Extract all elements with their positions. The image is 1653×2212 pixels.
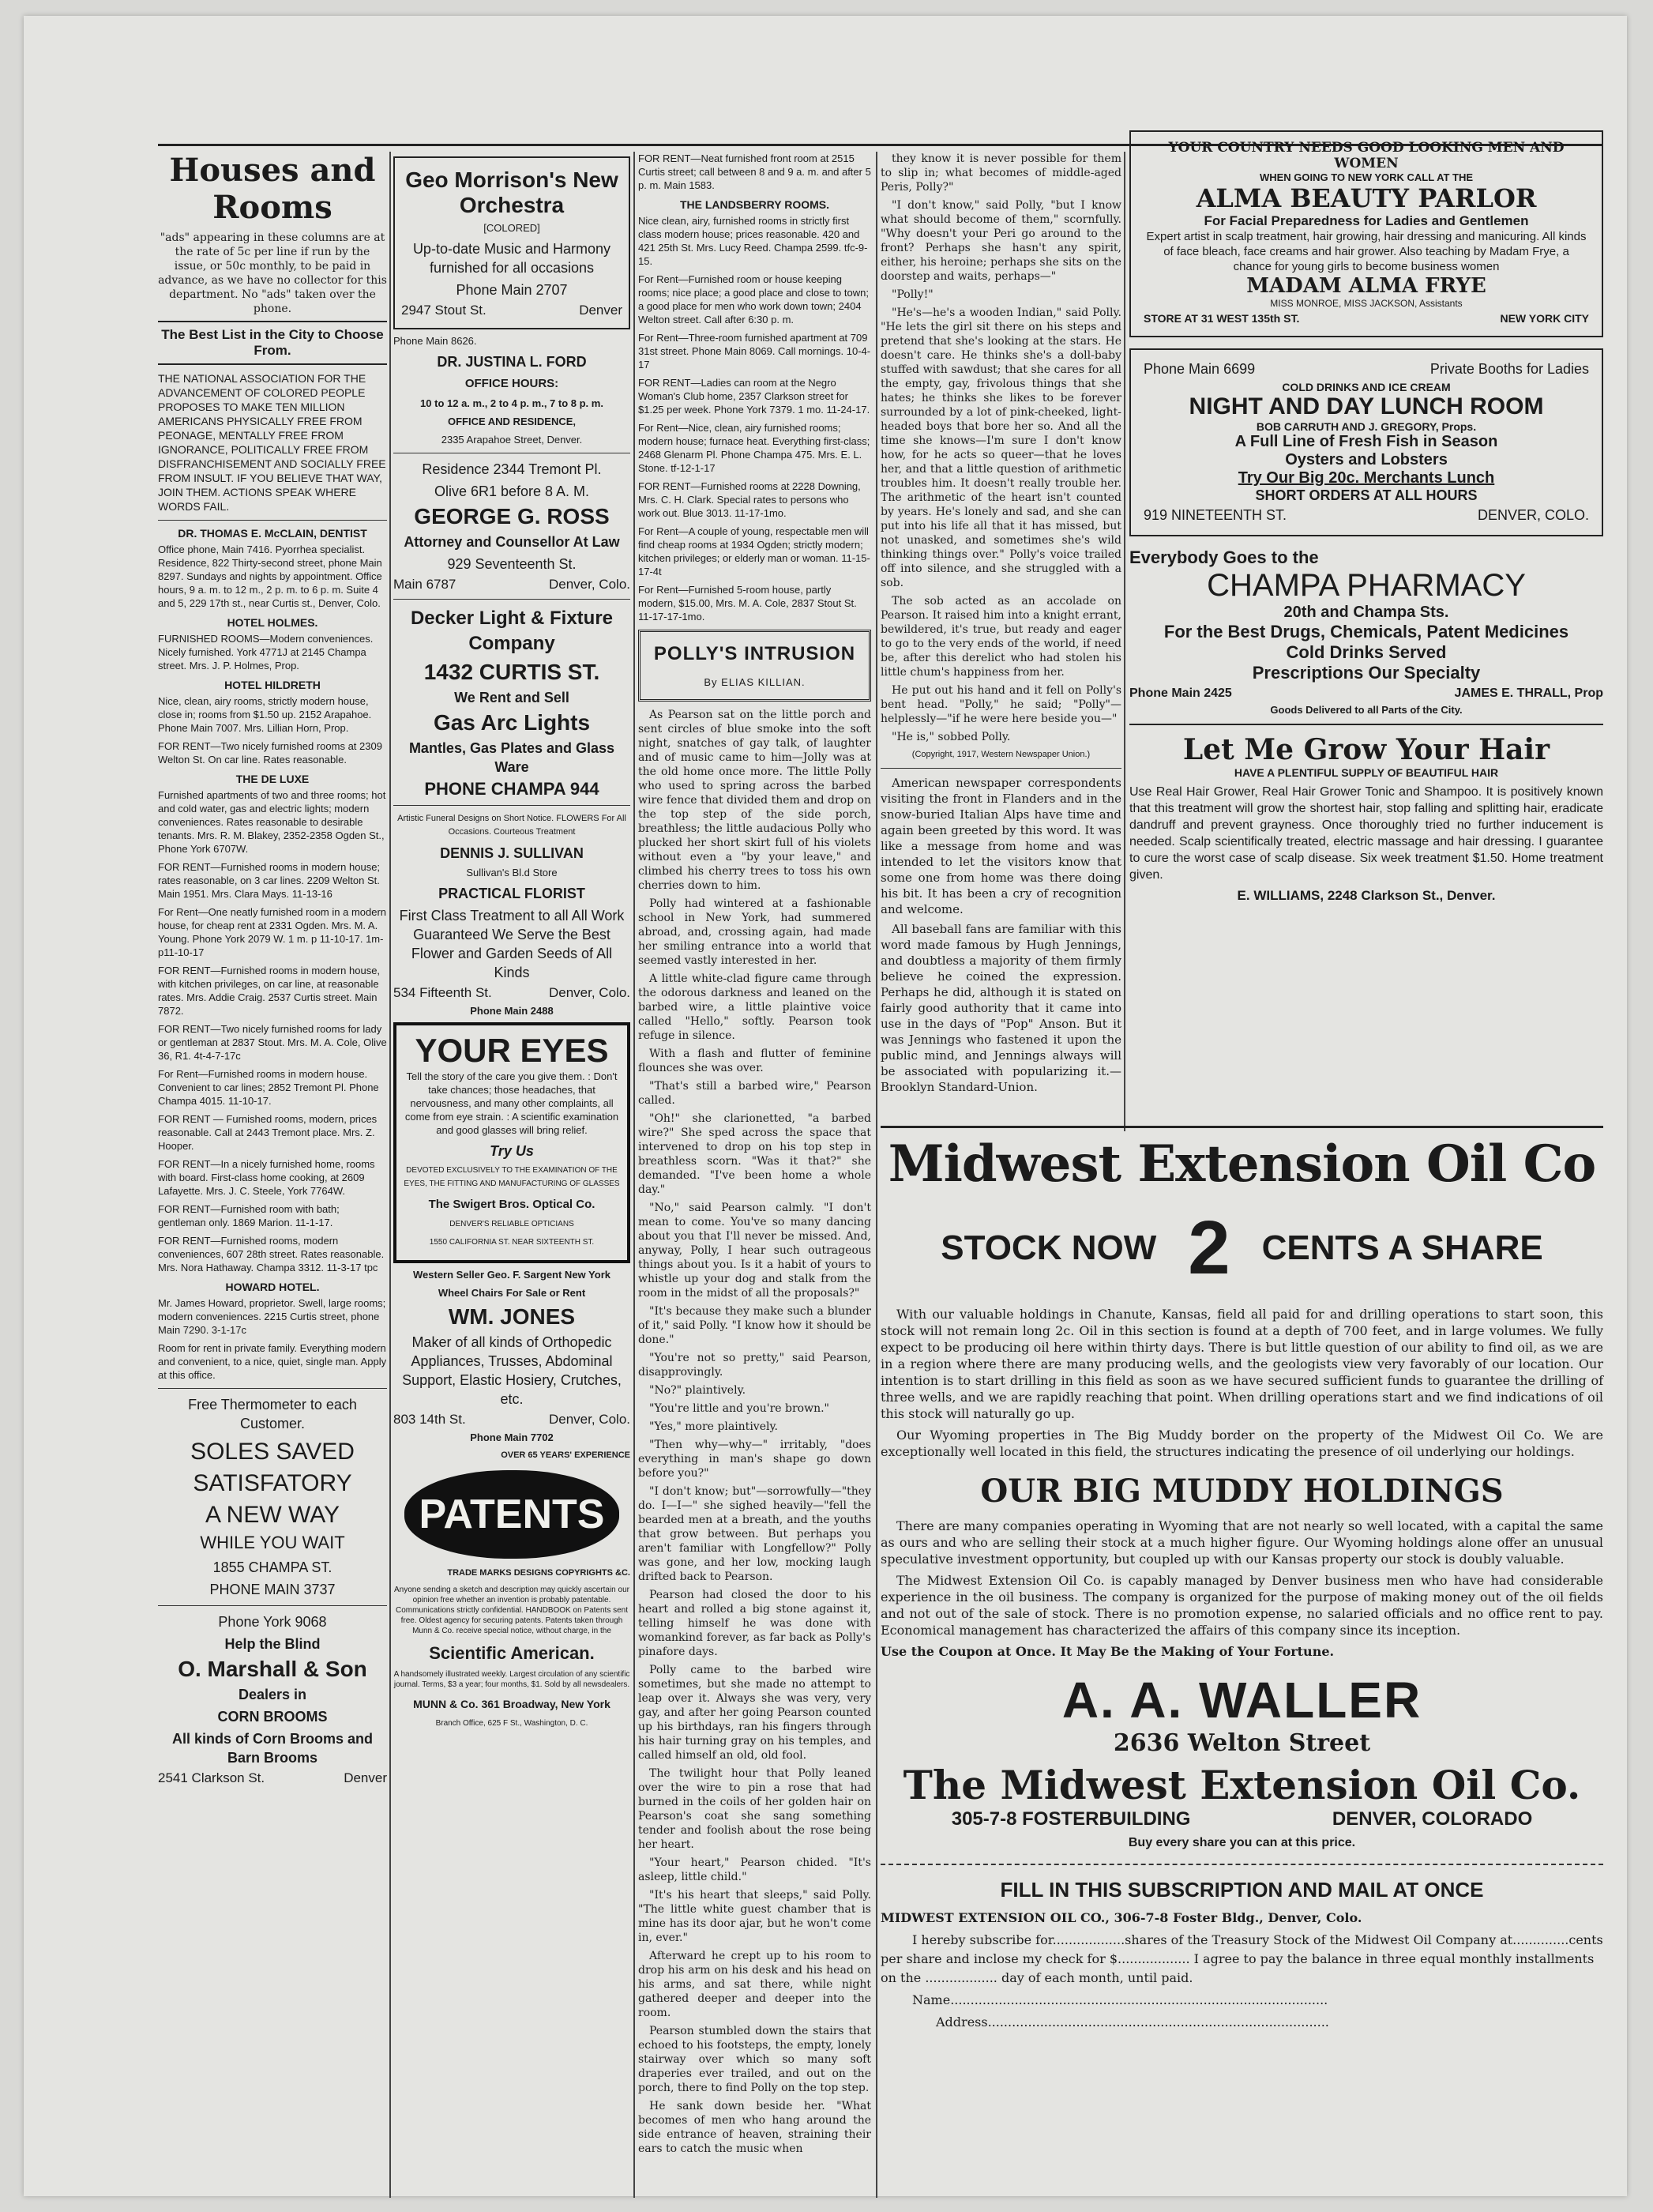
rent-welton: FOR RENT—Two nicely furnished rooms at 2309 Welton St. On car line. Rates reasonable. xyxy=(158,740,382,766)
patents-tail: A handsomely illustrated weekly. Largest circulation of any scientific journal. Terms, $3 a year; four months, $1. Sold by all newsdealers. xyxy=(393,1670,630,1689)
ford-address: 2335 Arapahoe Street, Denver. xyxy=(441,434,583,446)
story-paragraph: "Your heart," Pearson chided. "It's asleep, little child." xyxy=(638,1856,871,1883)
champa-best: For the Best Drugs, Chemicals, Patent Medicines xyxy=(1163,622,1569,641)
eyes-headline: YOUR EYES xyxy=(415,1032,609,1069)
morrison-phone: Phone Main 2707 xyxy=(456,282,568,298)
story-paragraph: A little white-clad figure came through the odorous darkness and leaned on the barbed wire, a little plaintive voice called "Hello," softly. Pearson took refuge in silence. xyxy=(638,972,871,1042)
alma-top: YOUR COUNTRY NEEDS GOOD LOOKING MEN AND WOMEN xyxy=(1168,140,1565,171)
story-paragraph: they know it is never possible for them to slip in; what becomes of middle-aged Peris, Polly?" xyxy=(881,152,1121,194)
jones-chairs: Wheel Chairs For Sale or Rent xyxy=(438,1287,586,1299)
story-title-box xyxy=(638,630,871,702)
eyes-ad xyxy=(393,1022,630,1263)
story-paragraph: Polly had wintered at a fashionable school in New York, had summered abroad, and, crossing again, had made her smiling entrance into a world that seemed vastly interested in her. xyxy=(638,897,871,967)
story-paragraph: "No?" plaintively. xyxy=(649,1384,746,1397)
decker-address: 1432 CURTIS ST. xyxy=(423,660,600,684)
landsberry-body: Nice clean, airy, furnished rooms in strictly first class modern house; prices reasonable. 420 and 421 25th St. Mrs. Lucy Reed. Champa 2599. tfc-9-15. xyxy=(638,215,868,267)
brooms-sub: All kinds of Corn Brooms and Barn Brooms xyxy=(171,1731,373,1766)
champa-location: 20th and Champa Sts. xyxy=(1283,604,1449,621)
story-paragraph: "I don't know," said Polly, "but I know what should become of them," scornfully. "Why doesn't your Peri go around to the front? Perhaps she hasn't any spirit, either, his heroine; perhaps she sits on the doorstep and waits, perhaps—" xyxy=(881,199,1121,283)
patents-marks: TRADE MARKS DESIGNS COPYRIGHTS &C. xyxy=(447,1568,630,1578)
marshall-city: Denver xyxy=(344,1770,387,1785)
morrison-address-row xyxy=(401,303,622,318)
ross-olive: Olive 6R1 before 8 A. M. xyxy=(434,483,590,499)
story-paragraph: "You're little and you're brown." xyxy=(649,1402,829,1415)
morrison-name: Geo Morrison's New Orchestra xyxy=(405,167,618,217)
houses-headline: Houses and Rooms xyxy=(169,152,376,226)
jones-phone: Phone Main 7702 xyxy=(470,1431,554,1443)
morrison-address: 2947 Stout St. xyxy=(401,303,487,318)
soles-line: A NEW WAY xyxy=(205,1502,340,1528)
rent-listing: FOR RENT—Two nicely furnished rooms for lady or gentleman at 2837 Stout. Mrs. M. A. Cole, Olive 36, R1. 4t-4-7-17c xyxy=(158,1023,387,1062)
ads-column-2 xyxy=(393,152,630,2198)
divider xyxy=(158,520,387,521)
ross-residence: Residence 2344 Tremont Pl. xyxy=(422,461,602,477)
story-paragraph: The sob acted as an accolade on Pearson. It raised him into a knight errant, bewildered, it's true, but ready and eager to go to the very ends of the world, if need be, after this derelict who had stolen his little chum's happiness from her. xyxy=(881,595,1121,679)
soles-address: 1855 CHAMPA ST. xyxy=(212,1559,332,1575)
deluxe-heading: THE DE LUXE xyxy=(235,773,310,785)
midwest-oil-ad xyxy=(881,1126,1603,2035)
story-paragraph: As Pearson sat on the little porch and sent circles of blue smoke into the soft night, snatches of gay talk, of laughter and of music came to him—Jolly was at the old home once more. The little Polly who used to spring across the barbed wire fence that divided them and drop on the top step of the side porch, breathless; the little audacious Polly who plucked her short skirt full of his violets without even a "by your leave," and climbed his cherry trees to toss his own cherries down to him. xyxy=(638,709,871,892)
jones-address-row xyxy=(393,1412,630,1428)
jones-seller: Western Seller Geo. F. Sargent New York xyxy=(413,1269,610,1281)
hotel-hildreth-heading: HOTEL HILDRETH xyxy=(224,679,321,691)
midwest-title: Midwest Extension Oil Co xyxy=(888,1134,1596,1194)
morrison-body: Up-to-date Music and Harmony furnished for all occasions xyxy=(412,241,611,276)
big-muddy-heading: OUR BIG MUDDY HOLDINGS xyxy=(980,1473,1504,1510)
rent-listing: FOR RENT—In a nicely furnished home, rooms with board. First-class home cooking, at 2609 Lafayette. Mrs. J. C. Steele, York 7764W. xyxy=(158,1158,375,1197)
rent-listing: FOR RENT—Furnished rooms, modern conveniences, 607 28th street. Rates reasonable. Mrs. Nora Hathaway. Champa 3312. 11-3-17 tpc xyxy=(158,1235,385,1273)
jones-body: Maker of all kinds of Orthopedic Appliances, Trusses, Abdominal Support, Elastic Hosiery, Crutches, etc. xyxy=(402,1334,622,1407)
eyes-devoted: DEVOTED EXCLUSIVELY TO THE EXAMINATION OF THE EYES, THE FITTING AND MANUFACTURING OF GLASSES xyxy=(404,1166,620,1188)
lunch-address: 919 NINETEENTH ST. xyxy=(1144,507,1287,523)
sullivan-body: First Class Treatment to all All Work Guaranteed We Serve the Best Flower and Garden Seeds of All Kinds xyxy=(399,908,625,980)
rent-listing: For Rent—A couple of young, respectable men will find cheap rooms at 1934 Ogden; strictly modern; kitchen privileges; or elderly man or woman. 11-15-17-4t xyxy=(638,525,870,577)
champa-pharmacy-ad xyxy=(1129,547,1603,716)
rent-listing: For Rent—Three-room furnished apartment at 709 31st street. Phone Main 8069. Call mornings. 10-4-17 xyxy=(638,332,871,371)
lunch-fish: A Full Line of Fresh Fish in Season xyxy=(1234,433,1498,450)
right-ads xyxy=(1129,130,1603,904)
patents-munn: MUNN & Co. 361 Broadway, New York xyxy=(413,1698,610,1710)
hair-ad xyxy=(1129,724,1603,904)
midwest-paragraph: With our valuable holdings in Chanute, Kansas, field all paid for and drilling operations to start soon, this stock will not remain long 2c. Oil in this section is found at a depth of 700 feet, and in large volumes. We fully expect to be producing oil here within thirty days. There is but little question of our ability to find oil, as we are in a region where there are many producing wells, and the geologists view very favorably of our location. Our intention is to start drilling in this field as soon as we have secured sufficient funds to guarantee the drilling of three wells, and we are rapidly reaching that point. When drilling operations start and we find indications of oil this stock will naturally go up. xyxy=(881,1307,1603,1421)
divider xyxy=(393,805,630,806)
dealers-in: Dealers in xyxy=(238,1687,307,1702)
private-family-room: Room for rent in private family. Everything modern and convenient, to a nice, quiet, single man. Apply at this office. xyxy=(158,1342,387,1381)
sullivan-name: DENNIS J. SULLIVAN xyxy=(440,845,584,861)
story-paragraph: "He's—he's a wooden Indian," said Polly. "He lets the girl sit there on his steps and pretend that she's looking at the stars. He doesn't care. He thinks she's a doll-baby stuffed with sawdust; that she cares for all the empty, gay, frivolous things that she hates; he thinks she likes to be forever surrounded by a lot of pink-cheeked, light-headed boys that bore her so. And all the time she knows—I'm sure I don't know how, for he acts so queer—that he loves her, and that a little question of arithmetic troubles him. It doesn't really trouble her. The arithmetic of the heart isn't counted by years. He's lonely and sad, and she can put into his life all that it has missed, but not unasked, and sometimes she's wild thinking things over." Polly's voice trailed off into silence, and she struggled with a sob. xyxy=(881,307,1121,589)
lunch-city: DENVER, COLO. xyxy=(1477,507,1589,523)
story-paragraph: "Then why—why—" irritably, "does everything in man's shape go down before you?" xyxy=(638,1439,871,1480)
decker-phone: PHONE CHAMPA 944 xyxy=(424,779,599,799)
story-paragraph: The twilight hour that Polly leaned over the wire to pin a rose that had burned in the coils of her golden hair on Pearson's coat she sang something tender and foolish about the rose being her heart. xyxy=(638,1767,871,1851)
company-name: The Midwest Extension Oil Co. xyxy=(903,1762,1581,1808)
decker-line: Gas Arc Lights xyxy=(433,710,591,735)
rates-notice: "ads" appearing in these columns are at the rate of 5c per line if run by the issue, or 50c monthly, to be paid in advance, as we have no collector for this department. No "ads" taken over the phone. xyxy=(158,231,387,315)
corn-brooms: CORN BROOMS xyxy=(217,1709,328,1725)
cents-a-share: CENTS A SHARE xyxy=(1261,1228,1543,1267)
ross-name: GEORGE G. ROSS xyxy=(414,504,610,529)
marshall-name: O. Marshall & Son xyxy=(178,1657,367,1681)
champa-phone-row xyxy=(1129,687,1603,701)
soles-ad xyxy=(158,1436,387,1555)
hair-headline: Let Me Grow Your Hair xyxy=(1182,733,1550,766)
story-byline: By ELIAS KILLIAN. xyxy=(704,676,806,688)
alma-ad xyxy=(1129,130,1603,337)
rent-listing: FOR RENT—Neat furnished front room at 2515 Curtis street; call between 8 and 9 a. m. and after 5 p. m. Main 1583. xyxy=(638,152,871,191)
coupon-name-label: Name xyxy=(912,1992,951,2007)
story-paragraph: With a flash and flutter of feminine flounces she was over. xyxy=(638,1048,871,1074)
buy-every-share: Buy every share you can at this price. xyxy=(1128,1836,1356,1849)
coupon-to: MIDWEST EXTENSION OIL CO., 306-7-8 Foster Bldg., Denver, Colo. xyxy=(881,1910,1362,1925)
decker-name: Decker Light & Fixture Company xyxy=(410,608,614,654)
rent-listing: For Rent—Furnished 5-room house, partly modern, $15.00, Mrs. M. A. Cole, 2837 Stout St. 11-17-17-1mo. xyxy=(638,584,857,623)
marshall-address: 2541 Clarkson St. xyxy=(158,1770,265,1785)
ross-phone-row xyxy=(393,577,630,592)
story-paragraph: "That's still a barbed wire," Pearson called. xyxy=(638,1080,871,1107)
houses-column xyxy=(158,152,387,2198)
rent-listing: For Rent—Nice, clean, airy furnished rooms; modern house; furnace heat. Everything first-class; 2468 Glenarm Pl. Phone Champa 475. Mrs. E. L. Stone. tf-12-1-17 xyxy=(638,422,870,474)
decker-line: We Rent and Sell xyxy=(454,690,569,705)
eyes-body: Tell the story of the care you give them. : Don't take chances; those headaches, that nervousness, and many other complaints, all come from eye strain. : A scientific examination and good glasses will bring relief. xyxy=(404,1070,619,1136)
blind-phone: Phone York 9068 xyxy=(218,1614,327,1630)
story-paragraph: Afterward he crept up to his room to drop his arm on his desk and his head on his arms, and sat there, while night gathered deeper and deeper into the room. xyxy=(638,1950,871,2019)
alma-store-row xyxy=(1144,312,1589,325)
newspaper-page xyxy=(24,16,1627,2196)
lunch-drinks: COLD DRINKS AND ICE CREAM xyxy=(1282,381,1451,393)
column-4 xyxy=(881,152,1121,1135)
stock-now: STOCK NOW xyxy=(941,1228,1157,1267)
rent-listing: FOR RENT — Furnished rooms, modern, prices reasonable. Call at 2443 Tremont place. Mrs. Z. Hooper. xyxy=(158,1113,378,1152)
howard-hotel-heading: HOWARD HOTEL. xyxy=(225,1281,320,1293)
eyes-firm: The Swigert Bros. Optical Co. xyxy=(428,1198,595,1211)
coupon-heading: FILL IN THIS SUBSCRIPTION AND MAIL AT ONCE xyxy=(1000,1878,1484,1902)
story-paragraph: He put out his hand and it fell on Polly's bent head. "Polly," he said; "Polly"—helplessly—"if he were here beside you—" xyxy=(881,684,1121,725)
rent-listing: FOR RENT—Furnished rooms in modern house; rates reasonable, on 3 car lines. 2209 Welton St. Main 1951. Mrs. Clara Mays. 11-13-16 xyxy=(158,861,381,900)
hair-signature: E. WILLIAMS, 2248 Clarkson St., Denver. xyxy=(1237,888,1496,903)
lunch-name: NIGHT AND DAY LUNCH ROOM xyxy=(1189,393,1544,419)
sullivan-address-row xyxy=(393,985,630,1001)
decker-line: Mantles, Gas Plates and Glass Ware xyxy=(408,740,615,775)
lunch-phone-row xyxy=(1144,361,1589,378)
lunch-room-ad xyxy=(1129,348,1603,536)
rent-listing: FOR RENT—Furnished rooms at 2228 Downing, Mrs. C. H. Clark. Special rates to persons who work out. Blue 3013. 11-17-1mo. xyxy=(638,480,861,519)
story-paragraph: He sank down beside her. "What becomes of men who hang around the side entrance of heaven, straining their ears to catch the music when xyxy=(638,2100,871,2155)
company-address-row xyxy=(881,1808,1603,1830)
ross-title: Attorney and Counsellor At Law xyxy=(404,534,620,550)
landsberry-heading: THE LANDSBERRY ROOMS. xyxy=(679,198,829,211)
alma-city: NEW YORK CITY xyxy=(1500,312,1589,325)
news-item-paragraph: All baseball fans are familiar with this word made famous by Hugh Jennings, and doubtless a majority of them firmly believe he coined the expression. Perhaps he did, although it is stated on fairly good authority that it came into use in the days of "Pop" Anson. But it was Jennings who fastened it upon the public mind, and Jennings always will be associated with popularizing it.—Brooklyn Standard-Union. xyxy=(881,922,1121,1094)
story-paragraph: "It's because they make such a blunder of it," said Polly. "I know how it should be done." xyxy=(638,1305,871,1346)
ross-address: 929 Seventeenth St. xyxy=(447,556,577,572)
column-rule xyxy=(1124,152,1125,1131)
story-paragraph: "It's his heart that sleeps," said Polly. "The little white guest chamber that is mine has its door ajar, but he won't come in, ever." xyxy=(638,1889,871,1944)
rent-listing: FOR RENT—Furnished rooms in modern house, with kitchen privileges, on car line, at reasonable rates. Mrs. Addie Craig. 2537 Curtis street. Main 7872. xyxy=(158,965,381,1017)
scientific-american: Scientific American. xyxy=(429,1643,595,1663)
rent-listing: For Rent—Furnished rooms in modern house. Convenient to car lines; 2852 Tremont Pl. Phone Champa 4015. 11-10-17. xyxy=(158,1068,379,1107)
sullivan-pre: Artistic Funeral Designs on Short Notice. FLOWERS For All Occasions. Courteous Treatment xyxy=(397,814,626,837)
champa-goods: Goods Delivered to all Parts of the City. xyxy=(1270,704,1463,716)
champa-prop: JAMES E. THRALL, Prop xyxy=(1454,687,1603,700)
thermometer-offer: Free Thermometer to each Customer. xyxy=(188,1397,357,1431)
sullivan-address: 534 Fifteenth St. xyxy=(393,985,492,1000)
best-list-banner: The Best List in the City to Choose From. xyxy=(158,321,387,365)
lunch-try: Try Our Big 20c. Merchants Lunch xyxy=(1238,469,1495,487)
howard-hotel-body: Mr. James Howard, proprietor. Swell, large rooms; modern conveniences. 2215 Curtis street, phone Main 7290. 3-1-17c xyxy=(158,1297,386,1336)
lunch-address-row xyxy=(1144,507,1589,524)
ross-city: Denver, Colo. xyxy=(549,577,630,592)
divider xyxy=(158,1388,387,1389)
soles-line: WHILE YOU WAIT xyxy=(200,1533,345,1552)
story-paragraph: "He is," sobbed Polly. xyxy=(892,731,1011,743)
story-title: POLLY'S INTRUSION xyxy=(653,643,856,664)
story-paragraph: "Oh!" she clarionetted, "a barbed wire?" She sped across the space that intervened to drop on his top step in breathless scorn. "Was it that?" she demanded. "I've been home a whole day." xyxy=(638,1112,871,1196)
story-copyright: (Copyright, 1917, Western Newspaper Union.) xyxy=(911,750,1091,759)
column-3 xyxy=(638,152,871,2198)
story-paragraph: "I don't know; but"—sorrowfully—"they do. I—I—" she sighed heavily—"fell the bearded men at a breath, and the youths that grow between. But perhaps you aren't familiar with Longfellow?" Polly was gone, and her low, mocking laugh drifted back to Pearson. xyxy=(638,1485,871,1583)
column-rule xyxy=(633,152,635,2198)
ross-phone: Main 6787 xyxy=(393,577,456,592)
sullivan-florist: PRACTICAL FLORIST xyxy=(438,886,585,901)
hair-sub: HAVE A PLENTIFUL SUPPLY OF BEAUTIFUL HAIR xyxy=(1234,766,1499,779)
ford-phone: Phone Main 8626. xyxy=(393,335,477,347)
hotel-holmes-body: FURNISHED ROOMS—Modern conveniences. Nicely furnished. York 4771J at 2145 Champa street. Mrs. J. P. Holmes, Prop. xyxy=(158,633,374,672)
lunch-props: BOB CARRUTH AND J. GREGORY, Props. xyxy=(1256,420,1477,433)
subscription-coupon xyxy=(881,1864,1603,2032)
hair-body: Use Real Hair Grower, Real Hair Grower Tonic and Shampoo. It is positively known that this treatment will grow the shortest hair, stop falling and splitting hair, eradicate dandruff and prevent grayness. Once thoroughly tried no further inducement is needed. Scalp scientifically treated, electric massage and hair dressing. I guarantee to cure the worst case of scalp disease. Six week treatment $1.50. Home treatment given. xyxy=(1129,785,1603,882)
coupon-name-line[interactable]: Name.............................................................................................. xyxy=(912,1992,1328,2007)
alma-body: Expert artist in scalp treatment, hair growing, hair dressing and manicuring. All kinds of face bleach, face creams and hair grower. Also teaching by Madam Frye, a chance for young girls to become business women xyxy=(1146,230,1587,273)
divider xyxy=(393,599,630,600)
story-paragraph: "You're not so pretty," said Pearson, disapprovingly. xyxy=(638,1352,871,1379)
waller-address: 2636 Welton Street xyxy=(1113,1729,1371,1757)
deluxe-body: Furnished apartments of two and three rooms; hot and cold water, gas and electric lights; modern conveniences. Rates reasonable to desirable tenants. Mrs. R. M. Blakey, 2352-2358 Ogden St., Phone York 6707W. xyxy=(158,789,386,855)
stock-price-banner xyxy=(881,1205,1603,1292)
midwest-paragraph: Our Wyoming properties in The Big Muddy border on the property of the Midwest Oil Co. We are exceptionally well located in this field, the structures indicating the presence of oil underlying our holdings. xyxy=(881,1428,1603,1459)
story-paragraph: "Polly!" xyxy=(892,288,934,301)
jones-city: Denver, Colo. xyxy=(549,1412,630,1427)
naacp-notice: THE NATIONAL ASSOCIATION FOR THE ADVANCEMENT OF COLORED PEOPLE PROPOSES TO MAKE TEN MILLION AMERICANS PHYSICALLY FREE FROM PEONAGE, MENTALLY FREE FROM IGNORANCE, POLITICALLY FREE FROM DISFRANCHISEMENT AND SOCIALLY FREE FROM INSULT. IF YOU BELIEVE THAT WAY, JOIN THEM. ACTIONS SPEAK WHERE WORDS FAIL. xyxy=(158,372,386,513)
champa-cold: Cold Drinks Served xyxy=(1286,642,1447,662)
ford-hours-heading: OFFICE HOURS: xyxy=(464,377,559,390)
midwest-paragraph: The Midwest Extension Oil Co. is capably managed by Denver business men who have had considerable experience in the oil business. The company is organized for the purpose of making money out of the oil fields and not out of the sale of stock. There is no promotion expense, no salaried officials and no office rent to pay. Economical management has characterized the affairs of this company since its inception. xyxy=(881,1573,1603,1638)
dentist-body: Office phone, Main 7416. Pyorrhea specialist. Residence, 822 Thirty-second street, phone Main 8297. Sundays and nights by appointment. Office hours, 9 a. m. to 12 m., 2 p. m. to 6 p. m. Suite 4 and 5, 229 17th st., near Curtis st., Denver, Colo. xyxy=(158,544,382,609)
alma-assistants: MISS MONROE, MISS JACKSON, Assistants xyxy=(1270,298,1463,309)
eyes-sub: DENVER'S RELIABLE OPTICIANS xyxy=(449,1220,574,1228)
midwest-paragraph: There are many companies operating in Wyoming that are not nearly so well located, with a capital the same as ours and who are selling their stock at a much higher figure. Our Wyoming holdings alone offer an unusual speculative investment opportunity, but coupled up with our Kansas property our stock is doubly valuable. xyxy=(881,1518,1603,1567)
champa-name: CHAMPA PHARMACY xyxy=(1207,568,1526,603)
champa-phone: Phone Main 2425 xyxy=(1129,687,1232,700)
jones-name: WM. JONES xyxy=(448,1304,576,1329)
patents-body: Anyone sending a sketch and description may quickly ascertain our opinion free whether an invention is probably patentable. Communications strictly confidential. HANDBOOK on Patents sent free. Oldest agency for securing patents. Patents taken through Munn & Co. receive special notice, without charge, in the xyxy=(394,1586,629,1635)
patents-logo: PATENTS xyxy=(404,1470,619,1559)
morrison-ad xyxy=(393,156,630,329)
ford-office: OFFICE AND RESIDENCE, xyxy=(447,416,577,427)
divider xyxy=(158,1605,387,1606)
morrison-colored: [COLORED] xyxy=(483,222,540,234)
lunch-oysters: Oysters and Lobsters xyxy=(1285,451,1448,468)
marshall-address-row xyxy=(158,1770,387,1786)
rent-listing: FOR RENT—Furnished room with bath; gentleman only. 1869 Marion. 11-1-17. xyxy=(158,1203,340,1228)
story-paragraph: Pearson stumbled down the stairs that echoed to his footsteps, the empty, lonely stairway over which so many soft draperies ever trailed, and out on the porch, there to find Polly on the top step. xyxy=(638,2025,871,2094)
sullivan-phone: Phone Main 2488 xyxy=(470,1005,554,1017)
alma-store: STORE AT 31 WEST 135th ST. xyxy=(1144,312,1300,325)
stock-price: 2 xyxy=(1188,1206,1230,1290)
eyes-try: Try Us xyxy=(490,1143,534,1159)
coupon-address-label: Address xyxy=(936,2014,988,2030)
soles-line: SATISFATORY xyxy=(193,1470,352,1496)
alma-madam: MADAM ALMA FRYE xyxy=(1246,274,1486,298)
column-rule xyxy=(389,152,391,2198)
story-paragraph: "Yes," more plaintively. xyxy=(649,1420,778,1433)
column-rule xyxy=(876,152,877,2198)
story-paragraph: Pearson had closed the door to his heart and rolled a big stone against it, telling himself he was done with womankind forever, as far back as Polly's pinafore days. xyxy=(638,1589,871,1658)
lunch-phone: Phone Main 6699 xyxy=(1144,361,1256,377)
coupon-subscribe: I hereby subscribe for..................shares of the Treasury Stock of the Midwest Oil Company at..............cents per share and inclose my check for $.................. I agree to pay the balance in three equal monthly installments on the .................. day of each month, until paid. xyxy=(881,1932,1603,1985)
coupon-address-line[interactable]: Address..................................................................................... xyxy=(936,2014,1329,2030)
waller-name: A. A. WALLER xyxy=(1061,1672,1422,1729)
sullivan-city: Denver, Colo. xyxy=(549,985,630,1000)
rent-listing: FOR RENT—Ladies can room at the Negro Woman's Club home, 2357 Clarkson street for $1.25 per week. Phone York 7379. 1 mo. 11-24-17. xyxy=(638,377,870,416)
ford-hours: 10 to 12 a. m., 2 to 4 p. m., 7 to 8 p. m. xyxy=(420,397,603,409)
champa-rx: Prescriptions Our Specialty xyxy=(1252,663,1481,683)
story-paragraph: Polly came to the barbed wire sometimes, but she made no attempt to leap over it. Always she was very, very gay, and after her going Pearson counted up his birthdays, ran his fingers through his hair turning gray on his temples, and called himself an old, old fool. xyxy=(638,1664,871,1762)
story-paragraph: "No," said Pearson calmly. "I don't mean to come. You've so many dancing about you that I'll never be missed. And, anyway, Polly, I hear such outrageous things about you. Is it a habit of yours to whistle up your dog and stalk from the room in the midst of all the proposals?" xyxy=(638,1202,871,1300)
eyes-address: 1550 CALIFORNIA ST. NEAR SIXTEENTH ST. xyxy=(429,1238,595,1247)
alma-when: WHEN GOING TO NEW YORK CALL AT THE xyxy=(1259,171,1474,183)
dentist-heading: DR. THOMAS E. McCLAIN, DENTIST xyxy=(178,527,367,540)
patents-experience: OVER 65 YEARS' EXPERIENCE xyxy=(501,1450,630,1460)
morrison-city: Denver xyxy=(579,303,622,318)
hotel-holmes-heading: HOTEL HOLMES. xyxy=(227,616,318,629)
soles-phone: PHONE MAIN 3737 xyxy=(209,1582,336,1597)
ford-name: DR. JUSTINA L. FORD xyxy=(437,354,587,370)
hotel-hildreth-body: Nice, clean, airy rooms, strictly modern house, close in; rooms from $1.50 up. 2152 Arapahoe. Phone Main 7007. Mrs. Lillian Horn, Prop. xyxy=(158,695,372,734)
company-building: 305-7-8 FOSTERBUILDING xyxy=(951,1808,1191,1830)
sullivan-sub: Sullivan's Bl.d Store xyxy=(466,867,558,878)
patents-branch: Branch Office, 625 F St., Washington, D. C. xyxy=(435,1719,588,1728)
champa-goes: Everybody Goes to the xyxy=(1129,547,1319,567)
rent-listing: For Rent—Furnished room or house keeping rooms; nice place; a good place and close to town; a good place for men who work down town; 2404 Welton street. Call after 6:30 p. m. xyxy=(638,273,869,325)
company-city: DENVER, COLORADO xyxy=(1332,1808,1533,1830)
use-coupon: Use the Coupon at Once. It May Be the Making of Your Fortune. xyxy=(881,1644,1335,1659)
alma-name: ALMA BEAUTY PARLOR xyxy=(1196,183,1537,213)
news-item-paragraph: American newspaper correspondents visiting the front in Flanders and in the snow-buried Italian Alps have time and again been greeted by this word. It was like a message from home and was intended to let the visitors know that some one from home was there doing his bit. It has been a cry of recognition and welcome. xyxy=(881,776,1121,916)
lunch-short: SHORT ORDERS AT ALL HOURS xyxy=(1255,487,1478,503)
lunch-booths: Private Booths for Ladies xyxy=(1429,361,1589,377)
soles-line: SOLES SAVED xyxy=(190,1439,355,1465)
help-the-blind: Help the Blind xyxy=(224,1636,321,1652)
rent-listing: For Rent—One neatly furnished room in a modern house, for cheap rent at 2331 Ogden. Mrs. M. A. Young. Phone York 2079 W. 1 m. p 11-10-17. 1m-p11-10-17 xyxy=(158,906,387,958)
jones-address: 803 14th St. xyxy=(393,1412,466,1427)
alma-prep: For Facial Preparedness for Ladies and Gentlemen xyxy=(1204,213,1529,228)
divider xyxy=(881,768,1121,769)
